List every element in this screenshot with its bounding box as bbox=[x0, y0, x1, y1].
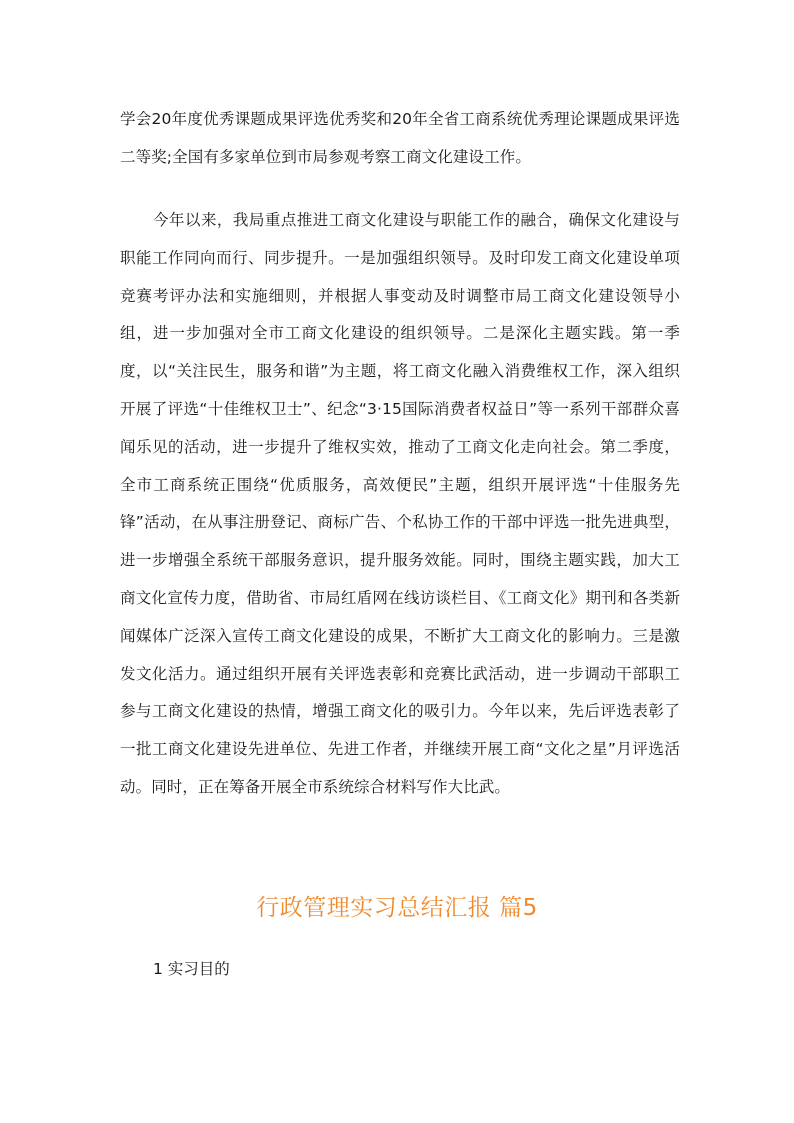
subsection-heading: 1 实习目的 bbox=[153, 960, 230, 978]
paragraph-award-summary: 学会20年度优秀课题成果评选优秀奖和20年全省工商系统优秀理论课题成果评选二等奖;全国有多家单位到市局参观考察工商文化建设工作。 bbox=[120, 110, 680, 166]
section-heading: 行政管理实习总结汇报 篇5 bbox=[256, 895, 538, 921]
paragraph-culture-work: 今年以来，我局重点推进工商文化建设与职能工作的融合，确保文化建设与职能工作同向而行、同步提升。一是加强组织领导。及时印发工商文化建设单项竞赛考评办法和实施细则，并根据人事变动及时调整市局工商文化建设领导小组，进一步加强对全市工商文化建设的组织领导。二是深化主题实践。第一季度，以“关注民生，服务和谐”为主题，将工商文化融入消费维权工作，深入组织开展了评选“十佳维权卫士”、纪念“3·15国际消费者权益日”等一系列干部群众喜闻乐见的活动，进一步提升了维权实效，推动了工商文化走向社会。第二季度，全市工商系统正围绕“优质服务，高效便民”主题，组织开展评选“十佳服务先锋”活动，在从事注册登记、商标广告、个私协工作的干部中评选一批先进典型，进一步增强全系统干部服务意识，提升服务效能。同时，围绕主题实践，加大工商文化宣传力度，借助省、市局红盾网在线访谈栏目、《工商文化》期刊和各类新闻媒体广泛深入宣传工商文化建设的成果，不断扩大工商文化的影响力。三是激发文化活力。通过组织开展有关评选表彰和竞赛比武活动，进一步调动干部职工参与工商文化建设的热情，增强工商文化的吸引力。今年以来，先后评选表彰了一批工商文化建设先进单位、先进工作者，并继续开展工商“文化之星”月评选活动。同时，正在筹备开展全市系统综合材料写作大比武。 bbox=[120, 211, 680, 796]
